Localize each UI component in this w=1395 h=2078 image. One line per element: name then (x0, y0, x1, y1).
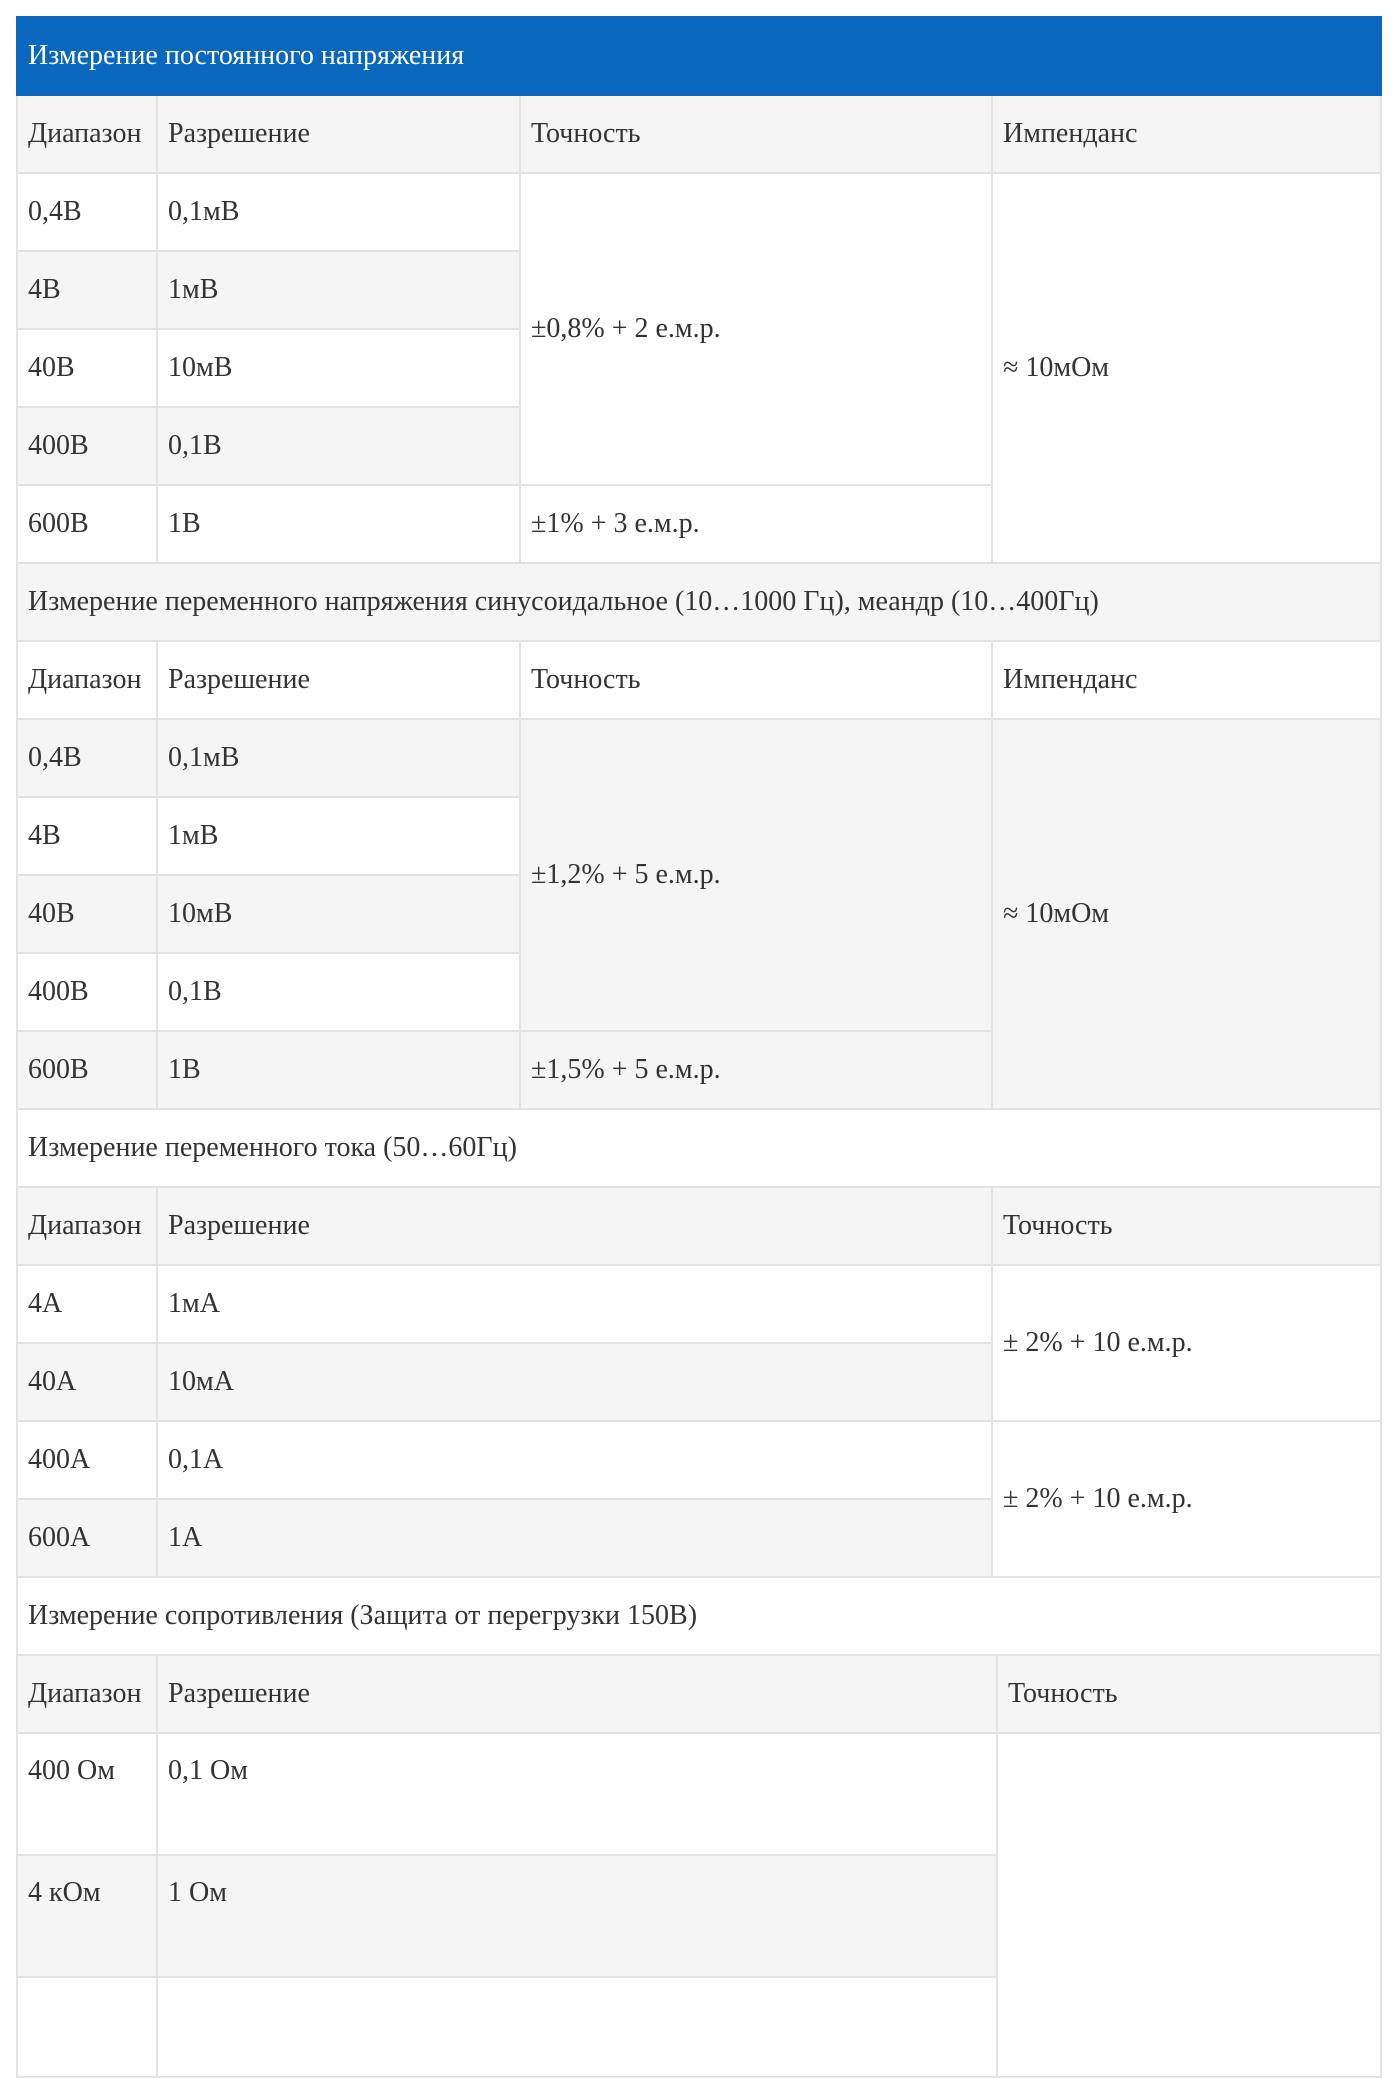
resolution-cell: 0,1мВ (157, 719, 520, 797)
resistance-header-row (17, 1655, 1381, 1733)
resolution-cell: 1 Ом (157, 1855, 997, 1977)
range-cell: 4 кОм (17, 1855, 157, 1977)
table-row (17, 1733, 1381, 1855)
resistance-section-title (17, 1577, 1381, 1655)
range-cell: 600В (17, 1031, 157, 1109)
range-cell: 40В (17, 875, 157, 953)
resolution-cell: 1мА (157, 1265, 992, 1343)
col-header-resolution: Разрешение (157, 1655, 997, 1733)
accuracy-cell: ± 2% + 10 е.м.р. (992, 1265, 1381, 1421)
resolution-cell: 0,1В (157, 407, 520, 485)
resolution-cell: 1мВ (157, 797, 520, 875)
resolution-cell: 1В (157, 1031, 520, 1109)
resolution-cell: 10мА (157, 1343, 992, 1421)
table-row (17, 1265, 1381, 1343)
accuracy-cell: ±0,8% + 2 е.м.р. (520, 173, 992, 485)
resolution-cell: 0,1В (157, 953, 520, 1031)
col-header-resolution: Разрешение (157, 641, 520, 719)
col-header-accuracy: Точность (520, 95, 992, 173)
accuracy-cell: ±1% + 3 е.м.р. (520, 485, 992, 563)
dc-voltage-header-row (17, 95, 1381, 173)
resolution-cell: 0,1мВ (157, 173, 520, 251)
accuracy-cell: ± 2% + 10 е.м.р. (992, 1421, 1381, 1577)
ac-current-title: Измерение переменного тока (50…60Гц) (17, 1109, 1381, 1187)
dc-voltage-title: Измерение постоянного напряжения (17, 17, 1381, 95)
resolution-cell (157, 1977, 997, 2077)
col-header-accuracy: Точность (992, 1187, 1381, 1265)
ac-current-section-title (17, 1109, 1381, 1187)
specifications-table (16, 16, 1382, 2078)
table-row (17, 173, 1381, 251)
range-cell: 4В (17, 797, 157, 875)
range-cell: 400А (17, 1421, 157, 1499)
col-header-impedance: Импенданс (992, 95, 1381, 173)
table-row (17, 719, 1381, 797)
range-cell: 400В (17, 953, 157, 1031)
range-cell: 0,4В (17, 719, 157, 797)
accuracy-cell: ±1,5% + 5 е.м.р. (520, 1031, 992, 1109)
col-header-impedance: Импенданс (992, 641, 1381, 719)
col-header-range: Диапазон (17, 641, 157, 719)
range-cell: 4А (17, 1265, 157, 1343)
range-cell (17, 1977, 157, 2077)
resolution-cell: 1мВ (157, 251, 520, 329)
range-cell: 600А (17, 1499, 157, 1577)
range-cell: 0,4В (17, 173, 157, 251)
resistance-title: Измерение сопротивления (Защита от перегрузки 150В) (17, 1577, 1381, 1655)
range-cell: 4В (17, 251, 157, 329)
resolution-cell: 1В (157, 485, 520, 563)
dc-voltage-section-title (17, 17, 1381, 95)
ac-voltage-title: Измерение переменного напряжения синусоидальное (10…1000 Гц), меандр (10…400Гц) (17, 563, 1381, 641)
ac-voltage-section-title (17, 563, 1381, 641)
impedance-cell: ≈ 10мОм (992, 719, 1381, 1109)
resolution-cell: 0,1А (157, 1421, 992, 1499)
col-header-resolution: Разрешение (157, 1187, 992, 1265)
col-header-accuracy: Точность (520, 641, 992, 719)
resolution-cell: 1А (157, 1499, 992, 1577)
range-cell: 40В (17, 329, 157, 407)
ac-voltage-header-row (17, 641, 1381, 719)
range-cell: 600В (17, 485, 157, 563)
col-header-resolution: Разрешение (157, 95, 520, 173)
impedance-cell: ≈ 10мОм (992, 173, 1381, 563)
resolution-cell: 0,1 Ом (157, 1733, 997, 1855)
table-row (17, 1421, 1381, 1499)
spec-sheet (16, 16, 1380, 2078)
col-header-range: Диапазон (17, 1187, 157, 1265)
col-header-range: Диапазон (17, 95, 157, 173)
resolution-cell: 10мВ (157, 875, 520, 953)
col-header-range: Диапазон (17, 1655, 157, 1733)
range-cell: 40А (17, 1343, 157, 1421)
range-cell: 400 Ом (17, 1733, 157, 1855)
resolution-cell: 10мВ (157, 329, 520, 407)
range-cell: 400В (17, 407, 157, 485)
accuracy-cell: ±1,2% + 5 е.м.р. (520, 719, 992, 1031)
accuracy-cell (997, 1733, 1381, 2077)
col-header-accuracy: Точность (997, 1655, 1381, 1733)
ac-current-header-row (17, 1187, 1381, 1265)
